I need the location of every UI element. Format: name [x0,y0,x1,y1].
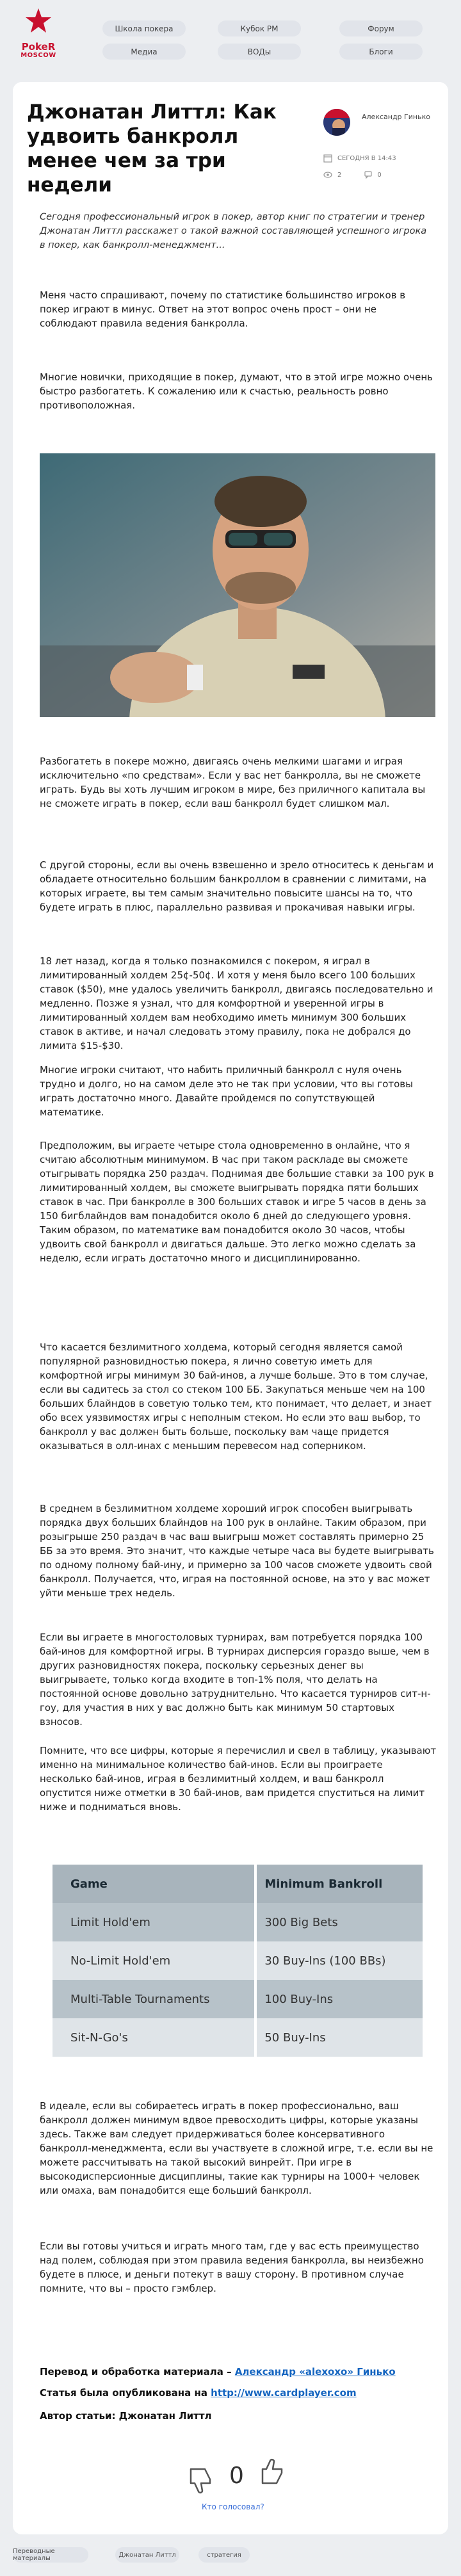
table-cell: 300 Big Bets [255,1903,423,1941]
thumbs-down-icon[interactable] [186,2464,216,2495]
article-date: СЕГОДНЯ В 14:43 [337,154,396,162]
paragraph: Меня часто спрашивают, почему по статистике большинство игроков в покер играют в минус. Ответ на этот вопрос очень прост – они не соблюдают правила ведения банкролла. [40,289,406,329]
table-cell: 30 Buy-Ins (100 BBs) [255,1941,423,1980]
nav-vods[interactable]: ВОДы [218,44,301,60]
nav-blogs[interactable]: Блоги [339,44,423,60]
paragraph: Предположим, вы играете четыре стола одновременно в онлайне, что я считаю абсолютным минимумом. В час при таком раскладе вы сможете отыгрывать порядка 250 раздач. Поднимая две большие ставки за 100 рук в лимитированный холдем, вы сможете выигрывать порядка пяти больших ставок в час. При банкролле в 300 больших ставок и игре 5 часов в день за 150 бигблайндов вам понадобится около 6 дней до следующего уровня. Таким образом, по математике вам понадобится около 30 часов, чтобы удвоить свой банкролл и двигаться дальше. Это легко можно сделать за неделю, если играть достаточно много и дисциплинированно. [40,1140,434,1264]
brand-name: PokeR [21,41,56,53]
table-header-game: Game [53,1865,255,1903]
brand-city: MOSCOW [20,52,56,59]
nav-cup[interactable]: Кубок РМ [218,20,301,36]
paragraph: В среднем в безлимитном холдеме хороший игрок способен выигрывать порядка двух больших блайндов на 100 рук в онлайне. Таким образом, при розыгрыше 250 раздач в час ваш выигрыш может составлять примерно 25 ББ за это время. Это значит, что каждые четыре часа вы будете выигрывать по одному полному бай-ину, и примерно за 100 часов сможете удвоить свой банкролл. Получается, что, играя на постоянной основе, на это у вас может уйти меньше трех недель. [40,1503,434,1599]
who-voted-link[interactable]: Кто голосовал? [202,2502,264,2511]
avatar-image [323,109,350,136]
table-cell: 100 Buy-Ins [255,1980,423,2018]
article-title: Джонатан Литтл: Как удвоить банкролл менее чем за три недели [27,101,277,197]
calendar-icon [323,154,332,163]
paragraph: Что касается безлимитного холдема, который сегодня является самой популярной разновидностью покера, я лично советую иметь для комфортной игры минимум 30 бай-инов, а лучше больше. Это в том случае, если вы садитесь за стол со стеком 100 ББ. Закупаться меньше чем на 100 больших блайндов в советую только тем, кто понимает, что делает, и знает обо всех уязвимостях игры с неполным стеком. Но если это ваш выбор, то банкролл у вас должен быть больше, поскольку вам чаще придется оказываться в олл-инах с меньшим перевесом над соперником. [40,1341,432,1452]
comments-count[interactable]: 0 [377,171,382,179]
tag-list [13,2546,448,2565]
paragraph: С другой стороны, если вы очень взвешенно и зрело относитесь к деньгам и обладаете относительно большим банкроллом в сравнении с лимитами, на которых играете, вы тем самым значительно повысите шансы на то, что будете играть в плюс, параллельно развивая и прокачивая навыки игры. [40,859,434,913]
table-cell: 50 Buy-Ins [255,2018,423,2057]
nav-forum[interactable]: Форум [339,20,423,36]
site-logo[interactable] [13,5,64,77]
author-name[interactable]: Александр Гинько [362,113,430,121]
star-logo-icon [25,8,52,35]
source-label: Статья была опубликована на [40,2387,207,2399]
tag-jonathan-little[interactable]: Джонатан Литтл [115,2547,179,2563]
table-row [53,1941,423,1980]
paragraph: 18 лет назад, когда я только познакомился с покером, я играл в лимитированный холдем 25¢-50¢. И хотя у меня было всего 100 больших ставок ($50), мне удалось увеличить банкролл, двигаясь последовательно и медленно. Позже я узнал, что для комфортной и уверенной игры в лимитированный холдем вам необходимо иметь минимум 300 больших ставок в активе, и начал следовать этому правилу, пока не добрался до лимита $15-$30. [40,955,433,1051]
article-meta [323,152,396,186]
nav-media[interactable]: Медиа [102,44,186,60]
player-photo-image [40,453,435,717]
source-link[interactable]: http://www.cardplayer.com [211,2387,357,2399]
bankroll-table-image [40,1851,435,2104]
table-cell: Multi-Table Tournaments [53,1980,255,2018]
vote-block [179,2456,295,2514]
table-cell: Limit Hold'em [53,1903,255,1941]
table-header-bankroll: Minimum Bankroll [255,1865,423,1903]
tag-strategy[interactable]: стратегия [198,2547,250,2563]
translator-link[interactable]: Александр «alexoxo» Гинько [234,2366,396,2378]
source-credit [40,2386,357,2400]
paragraph: Если вы готовы учиться и играть много там, где у вас есть преимущество над полем, соблюдая при этом правила ведения банкролла, вы неизбежно будете в плюсе, и деньги потекут в вашу сторону. В противном случае помните, что вы – просто гэмблер. [40,2240,424,2294]
table-row [53,1980,423,2018]
translation-credit [40,2365,396,2379]
comment-icon[interactable] [364,171,372,179]
article-photo [40,453,435,717]
table-cell: Sit-N-Go's [53,2018,255,2057]
tag-translations[interactable]: Переводные материалы [13,2547,88,2563]
eye-icon [323,172,332,178]
thumbs-up-icon[interactable] [257,2458,288,2488]
vote-score: 0 [229,2463,244,2489]
bankroll-table [53,1865,423,2057]
article-lead: Сегодня профессиональный игрок в покер, автор книг по стратегии и тренер Джонатан Литтл расскажет о такой важной составляющей успешного игрока в покер, как банкролл-менеджмент... [40,212,427,250]
paragraph: Многие новички, приходящие в покер, думают, что в этой игре можно очень быстро разбогатеть. К сожалению или к счастью, реальность ровно противоположная. [40,371,433,411]
table-cell: No-Limit Hold'em [53,1941,255,1980]
paragraph: В идеале, если вы собираетесь играть в покер профессионально, ваш банкролл должен минимум вдвое превосходить цифры, которые указаны здесь. Также вам следует придерживаться более консервативного банкролл-менеджмента, если вы участвуете в сложной игре, т.е. если вы не можете рассчитывать на такой высокий винрейт. При игре в высокодисперсионные дисциплины, такие как турниры на 1000+ человек или омаха, вам понадобится еще больший банкролл. [40,2100,433,2196]
translation-label: Перевод и обработка материала – [40,2366,232,2378]
views-count: 2 [337,171,342,179]
paragraph: Разбогатеть в покере можно, двигаясь очень мелкими шагами и играя исключительно «по средствам». Если у вас нет банкролла, вы не сможете играть. Будь вы хоть лучшим игроком в мире, без приличного капитала вы не сможете играть в покер, если ваш банкролл будет слишком мал. [40,756,426,809]
nav-poker-school[interactable]: Школа покера [102,20,186,36]
avatar[interactable] [323,109,350,136]
paragraph: Помните, что все цифры, которые я перечислил и свел в таблицу, указывают именно на минимальное количество бай-инов. Если вы проиграете несколько бай-инов, играя в безлимитный холдем, и ваш банкролл опустится ниже отметки в 30 бай-инов, вам придется спуститься на лимит ниже и подниматься вновь. [40,1745,437,1813]
site-header [0,0,461,80]
article-author-credit: Автор статьи: Джонатан Литтл [40,2410,212,2422]
table-row [53,1903,423,1941]
paragraph: Многие игроки считают, что набить приличный банкролл с нуля очень трудно и долго, но на самом деле это не так при условии, что вы готовы играть достаточно много. Давайте пройдемся по сопутствующей математике. [40,1064,413,1118]
table-row [53,2018,423,2057]
paragraph: Если вы играете в многостоловых турнирах, вам потребуется порядка 100 бай-инов для комфортной игры. В турнирах дисперсия гораздо выше, чем в других разновидностях покера, поскольку серьезных денег вы выигрываете, только когда входите в топ-1% поля, что делать на постоянной основе довольно затруднительно. Что касается турниров сит-н-гоу, для участия в них у вас должно быть как минимум 50 стартовых взносов. [40,1632,431,1728]
